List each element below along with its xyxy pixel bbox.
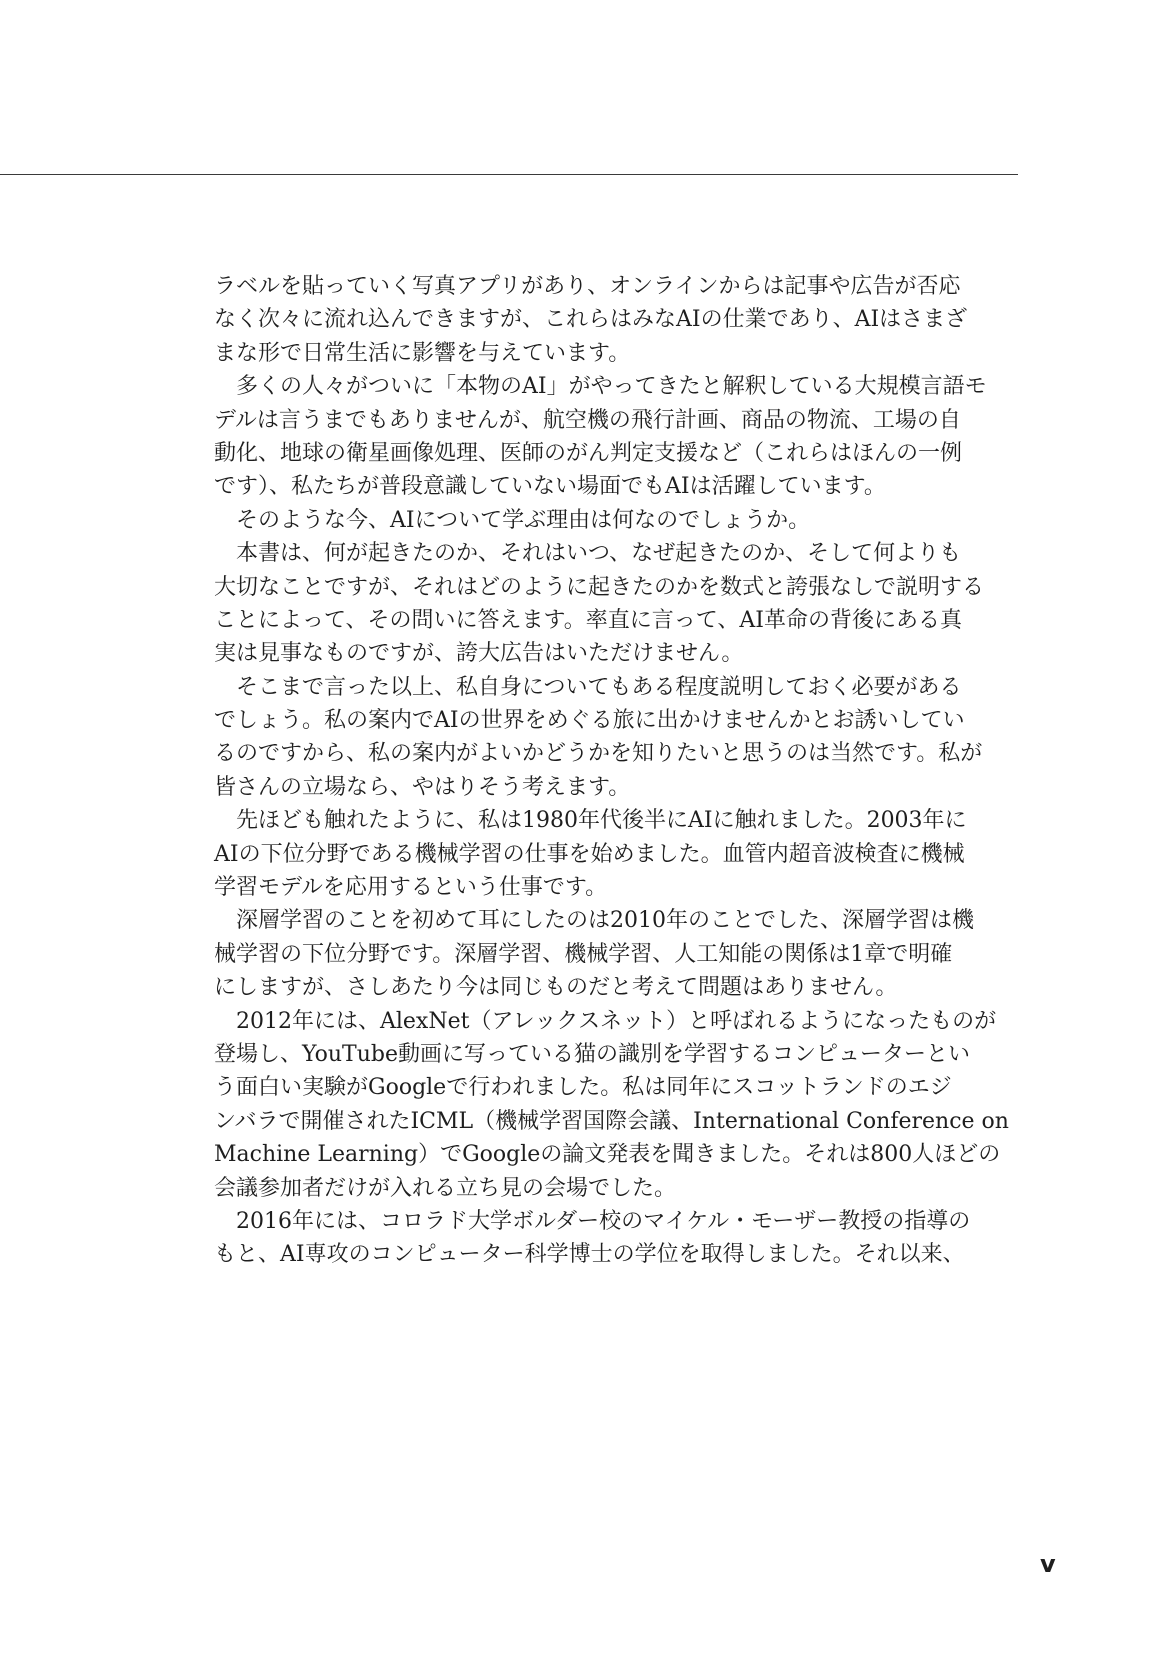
- text-line: 深層学習のことを初めて耳にしたのは2010年のことでした、深層学習は機: [236, 908, 974, 934]
- text-line: デルは言うまでもありませんが、航空機の飛行計画、商品の物流、工場の自: [214, 407, 961, 433]
- paragraph: [214, 904, 1022, 1004]
- text-line: 会議参加者だけが入れる立ち見の会場でした。: [214, 1175, 677, 1201]
- paragraph: [214, 504, 1022, 537]
- text-line: 動化、地球の衛星画像処理、医師のがん判定支援など（これらはほんの一例: [214, 440, 963, 466]
- text-line: Machine Learning）でGoogleの論文発表を聞きました。それは800人ほどの: [214, 1142, 1001, 1168]
- text-line: そのような今、AIについて学ぶ理由は何なのでしょうか。: [236, 507, 811, 533]
- text-line: るのですから、私の案内がよいかどうかを知りたいと思うのは当然です。私が: [214, 741, 983, 767]
- text-line: なく次々に流れ込んできますが、これらはみなAIの仕業であり、AIはさまざ: [214, 307, 968, 333]
- text-line: 本書は、何が起きたのか、それはいつ、なぜ起きたのか、そして何よりも: [236, 541, 962, 567]
- header-rule: [0, 174, 1018, 175]
- text-line: でしょう。私の案内でAIの世界をめぐる旅に出かけませんかとお誘いしてい: [214, 708, 965, 734]
- body-text: [214, 270, 1022, 1272]
- text-line: 2016年には、コロラド大学ボルダー校のマイケル・モーザー教授の指導の: [236, 1208, 971, 1234]
- paragraph: [214, 537, 1022, 671]
- paragraph: [214, 671, 1022, 805]
- text-line: 先ほども触れたように、私は1980年代後半にAIに触れました。2003年に: [236, 808, 967, 834]
- text-line: そこまで言った以上、私自身についてもある程度説明しておく必要がある: [236, 674, 962, 700]
- text-line: もと、AI専攻のコンピューター科学博士の学位を取得しました。それ以来、: [214, 1242, 965, 1268]
- paragraph: [214, 270, 1022, 370]
- paragraph: [214, 1205, 1022, 1272]
- text-line: 登場し、YouTube動画に写っている猫の識別を学習するコンピューターとい: [214, 1041, 970, 1067]
- text-line: 多くの人々がついに「本物のAI」がやってきたと解釈している大規模言語モ: [236, 374, 987, 400]
- paragraph: [214, 804, 1022, 904]
- text-line: 皆さんの立場なら、やはりそう考えます。: [214, 774, 631, 800]
- text-line: ンバラで開催されたICML（機械学習国際会議、International Conference on: [214, 1108, 1009, 1134]
- text-line: 械学習の下位分野です。深層学習、機械学習、人工知能の関係は1章で明確: [214, 941, 953, 967]
- text-line: 大切なことですが、それはどのように起きたのかを数式と誇張なしで説明する: [214, 574, 985, 600]
- paragraph: [214, 370, 1022, 504]
- text-line: 実は見事なものですが、誇大広告はいただけません。: [214, 641, 744, 667]
- text-line: ラベルを貼っていく写真アプリがあり、オンラインからは記事や広告が否応: [214, 274, 961, 299]
- text-line: ことによって、その問いに答えます。率直に言って、AI革命の背後にある真: [214, 607, 962, 633]
- text-line: う面白い実験がGoogleで行われました。私は同年にスコットランドのエジ: [214, 1075, 952, 1101]
- text-line: まな形で日常生活に影響を与えています。: [214, 340, 631, 366]
- text-line: 2012年には、AlexNet（アレックスネット）と呼ばれるようになったものが: [236, 1008, 997, 1034]
- text-line: 学習モデルを応用するという仕事です。: [214, 875, 608, 901]
- text-line: にしますが、さしあたり今は同じものだと考えて問題はありません。: [214, 975, 898, 1001]
- text-line: AIの下位分野である機械学習の仕事を始めました。血管内超音波検査に機械: [214, 841, 965, 867]
- page-number: v: [1040, 1550, 1056, 1578]
- text-line: です）、私たちが普段意識していない場面でもAIは活躍しています。: [214, 474, 886, 500]
- paragraph: [214, 1005, 1022, 1205]
